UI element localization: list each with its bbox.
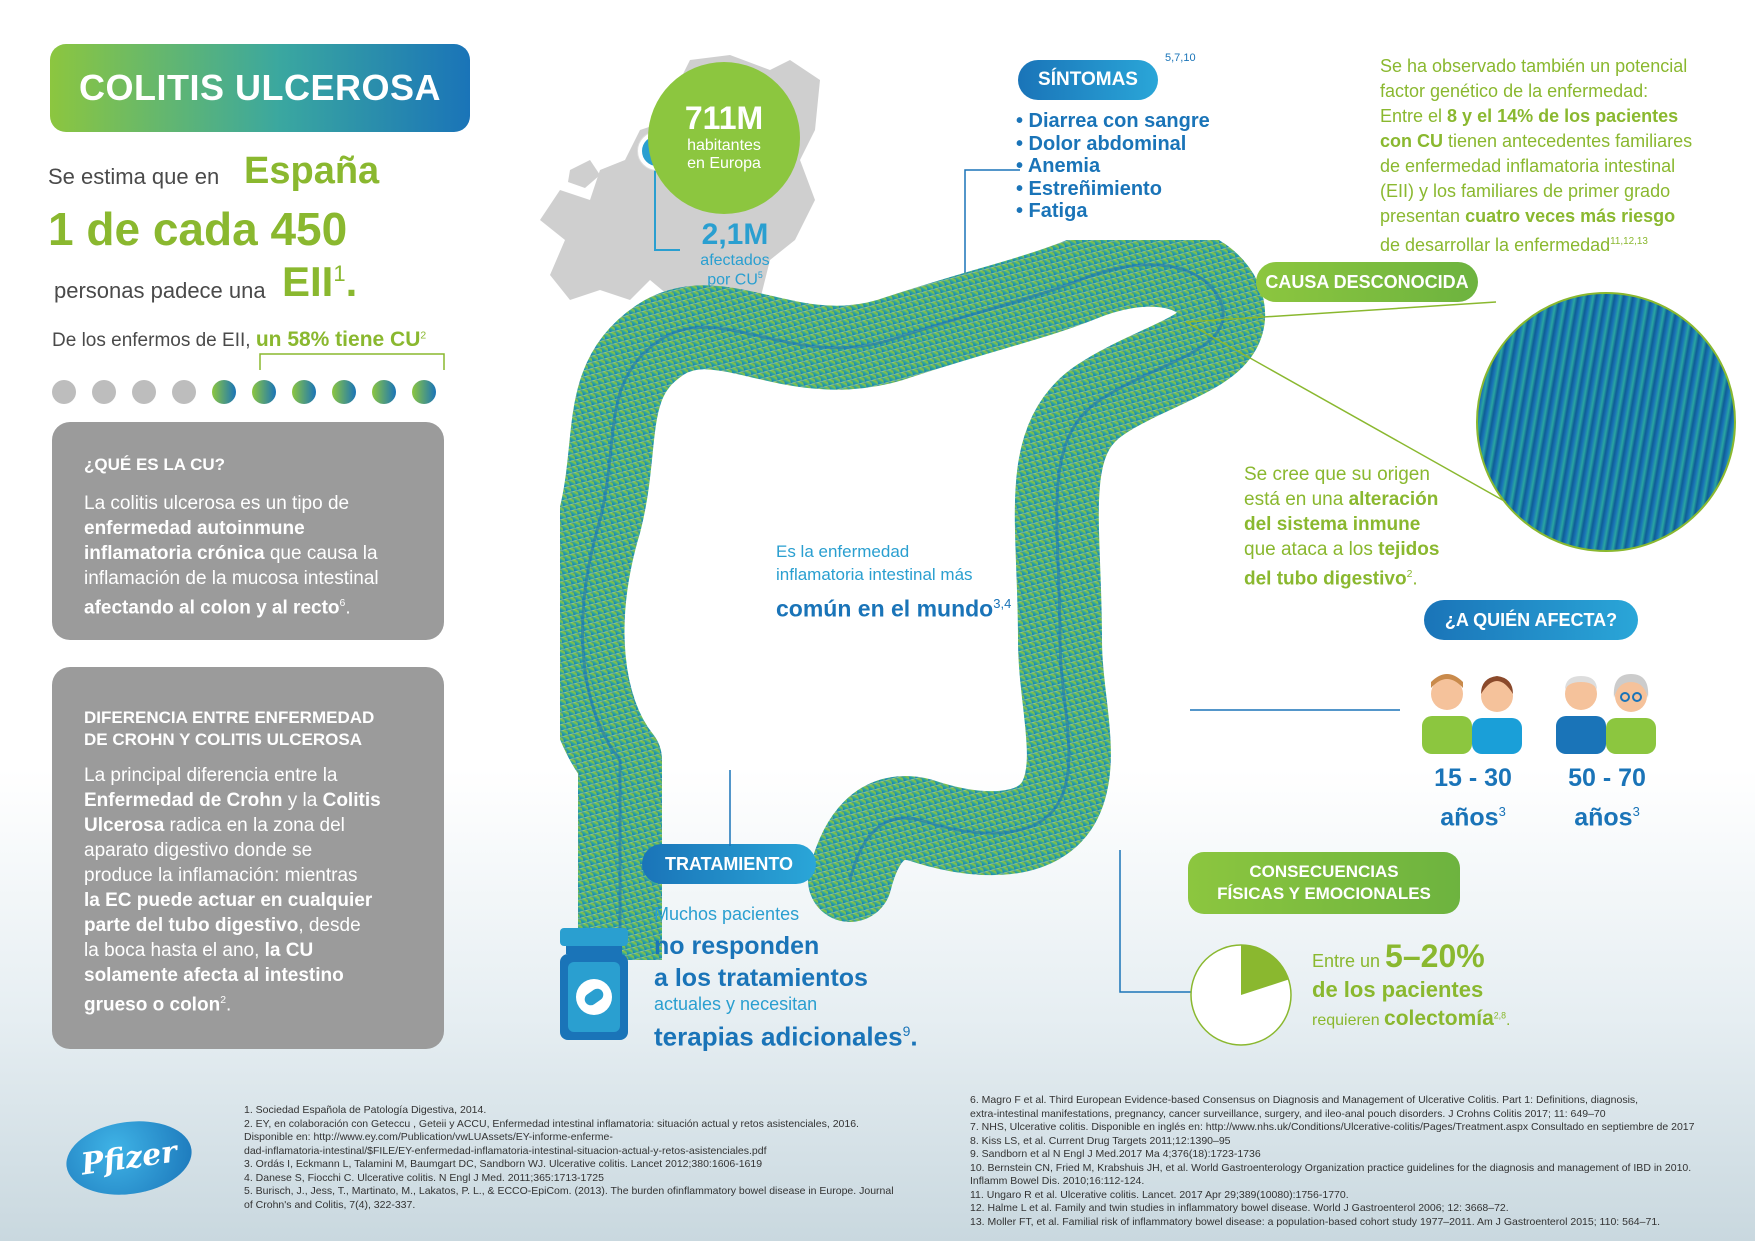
genetic-l1: Se ha observado también un potencial (1380, 56, 1688, 76)
person-dot (172, 380, 196, 404)
age-unit-older: años (1574, 803, 1633, 832)
person-dot-cu (372, 380, 396, 404)
dif-t5: produce la inflamación: mientras (84, 865, 358, 886)
dif-b5: parte del tubo digestivo (84, 915, 299, 936)
cu-share-sup: 2 (420, 330, 427, 342)
page-title: COLITIS ULCEROSA (78, 67, 441, 108)
tratamiento-text (654, 902, 918, 1054)
genetic-l7b: cuatro veces más riesgo (1465, 206, 1676, 226)
age-range-young: 15 - 30 (1434, 764, 1512, 792)
causa-l2b: alteración (1348, 489, 1439, 510)
intro-block (48, 150, 408, 308)
tratamiento-l1: Muchos pacientes (654, 904, 800, 924)
que-es-card (52, 422, 444, 640)
sintoma-item: • Diarrea con sangre (1016, 110, 1210, 132)
dif-t1: La principal diferencia entre la (84, 765, 338, 786)
que-es-b3: afectando al colon y al recto (84, 597, 340, 619)
reference-line: 5. Burisch, J., Jess, T., Martinato, M., Lakatos, P. L., & ECCO-EpiCom. (2013). The burden ofinflammatory bowel disease in Europe. Journal (244, 1185, 894, 1197)
age-sup-young: 3 (1498, 804, 1506, 819)
sintoma-item: • Fatiga (1016, 200, 1088, 222)
causa-l3: del sistema inmune (1244, 514, 1421, 535)
person-dot-cu (212, 380, 236, 404)
tratamiento-l5: terapias adicionales (654, 1021, 903, 1052)
dif-t7: la boca hasta el ano, (84, 940, 265, 961)
dif-t6: , desde (298, 915, 361, 936)
genetic-l7a: presentan (1380, 206, 1466, 226)
consecuencias-label2: FÍSICAS Y EMOCIONALES (1217, 884, 1431, 903)
person-dot-cu (292, 380, 316, 404)
diferencia-heading1: DIFERENCIA ENTRE ENFERMEDAD (84, 708, 375, 727)
que-es-b2: inflamatoria crónica (84, 543, 265, 564)
causa-sup: 2 (1406, 569, 1413, 580)
population-label2: en Europa (687, 155, 761, 172)
population-circle (648, 62, 800, 214)
age-group-older (1552, 762, 1662, 834)
dif-b2: Colitis (322, 790, 381, 811)
que-es-t3: inflamación de la mucosa intestinal (84, 568, 379, 589)
tratamiento-l3: a los tratamientos (654, 964, 868, 992)
reference-line: dad-inflamatoria-intestinal/$FILE/EY-enfermedad-inflamatoria-intestinal-situacion-actual-y-retos-asistenciales.pdf (244, 1144, 767, 1157)
reference-line: 9. Sandborn et al N Engl J Med.2017 Ma 4;376(18):1723-1736 (970, 1148, 1261, 1160)
age-unit-young: años (1440, 803, 1499, 832)
reference-line: of Crohn's and Colitis, 7(4), 322-337. (244, 1198, 416, 1211)
consecuencias-pill (1188, 852, 1460, 914)
intro-country: España (244, 150, 380, 192)
dif-t2: y la (282, 790, 323, 811)
reference-line: Disponible en: http://www.ey.com/Publication/vwLUAssets/EY-informe-enferme- (244, 1131, 613, 1143)
affected-sup: 5 (757, 270, 763, 280)
genetic-l4b: tienen antecedentes familiares (1443, 131, 1693, 151)
age-range-older: 50 - 70 (1568, 764, 1646, 792)
consecuencias-sup: 2,8 (1493, 1010, 1506, 1021)
que-es-t2: que causa la (264, 543, 378, 564)
genetic-l6: (EII) y los familiares de primer grado (1380, 181, 1671, 201)
intro-sup: 1 (333, 261, 346, 286)
comun-sup: 3,4 (993, 596, 1012, 611)
young-couple-icon (1420, 664, 1524, 754)
comun-l3: común en el mundo (776, 595, 994, 622)
pfizer-logo-text: Pfizer (78, 1133, 180, 1183)
references-left (244, 1104, 894, 1212)
consecuencias-label1: CONSECUENCIAS (1249, 862, 1399, 881)
intro-line1: Se estima que en (48, 164, 220, 189)
causa-l5: del tubo digestivo (1244, 568, 1407, 590)
reference-line: 11. Ungaro R et al. Ulcerative colitis. Lancet. 2017 Apr 29;389(10080):1756-1770. (970, 1188, 1349, 1201)
tratamiento-sup: 9 (902, 1023, 911, 1039)
consecuencias-end: . (1506, 1012, 1511, 1029)
sintomas-label: SÍNTOMAS (1038, 69, 1138, 90)
sintoma-item: • Dolor abdominal (1016, 132, 1187, 155)
causa-end: . (1412, 568, 1418, 590)
consecuencias-text (1312, 938, 1510, 1031)
population-value: 711M (684, 100, 764, 136)
affected-value: 2,1M (701, 218, 769, 251)
diferencia-card (52, 667, 444, 1049)
reference-line: Inflamm Bowel Dis. 2010;16:112-124. (970, 1175, 1145, 1187)
genetic-l2: factor genético de la enfermedad: (1380, 81, 1649, 101)
dif-b4: la EC puede actuar en cualquier (84, 890, 373, 911)
tratamiento-l4: actuales y necesitan (654, 994, 818, 1014)
people-dots (52, 380, 452, 410)
references-right (970, 1094, 1694, 1229)
dif-b8: grueso o colon (84, 994, 221, 1016)
tratamiento-l2: no responden (654, 932, 820, 960)
consecuencias-l3a: requieren (1312, 1012, 1385, 1029)
genetic-l3b: 8 y el 14% de los pacientes (1447, 106, 1679, 126)
cu-share-prefix: De los enfermos de EII, (52, 330, 251, 351)
que-es-heading: ¿QUÉ ES LA CU? (84, 455, 226, 474)
person-dot-cu (332, 380, 356, 404)
person-dot-cu (252, 380, 276, 404)
intro-ratio: 1 de cada 450 (48, 203, 348, 255)
tratamiento-connector (720, 770, 740, 850)
genetic-l8: de desarrollar la enfermedad (1380, 235, 1611, 255)
causa-text (1244, 462, 1439, 591)
que-es-sup: 6 (339, 598, 346, 609)
reference-line: 2. EY, en colaboración con Geteccu , Geteii y ACCU, Enfermedad intestinal inflamatoria: situación actual y retos asistenciales, 2016. (244, 1117, 859, 1130)
tratamiento-label: TRATAMIENTO (665, 853, 793, 874)
dif-t3: radica en la zona del (164, 815, 345, 836)
population-label1: habitantes (687, 137, 761, 154)
consecuencias-l1a: Entre un (1312, 951, 1386, 971)
que-es-end: . (345, 597, 351, 619)
quien-connector (1190, 700, 1410, 720)
genetic-l3a: Entre el (1380, 106, 1448, 126)
dif-end: . (226, 994, 232, 1016)
title-banner (50, 44, 470, 132)
diferencia-heading2: DE CROHN Y COLITIS ULCEROSA (84, 730, 363, 749)
intro-acronym: EII (282, 258, 334, 305)
consecuencias-l2: de los pacientes (1312, 977, 1484, 1002)
sintoma-item: • Anemia (1016, 155, 1101, 177)
intro-line3: personas padece una (54, 278, 266, 303)
reference-line: 7. NHS, Ulcerative colitis. Disponible en inglés en: http://www.nhs.uk/Conditions/Ulcerative-colitis/Pages/Treatment.aspx Consultado en septiembre de 2017 (970, 1121, 1695, 1133)
comun-l1: Es la enfermedad (776, 542, 910, 561)
older-couple-icon (1554, 664, 1658, 754)
person-dot (132, 380, 156, 404)
quien-pill (1424, 600, 1638, 640)
reference-line: 12. Halme L et al. Family and twin studies in inflammatory bowel disease. World J Gastroenterol 2006; 12: 3668–72. (970, 1202, 1509, 1214)
causa-l2a: está en una (1244, 489, 1349, 510)
causa-l1: Se cree que su origen (1244, 464, 1430, 485)
que-es-b1: enfermedad autoinmune (84, 518, 305, 539)
tratamiento-end: . (910, 1021, 918, 1052)
reference-line: extra-intestinal manifestations, pregnancy, cancer surveillance, surgery, and ileo-anal pouch disorders. J Crohns Colitis 2017; 11: 649–70 (970, 1107, 1606, 1120)
dif-b6: la CU (264, 940, 314, 961)
reference-line: 3. Ordás I, Eckmann L, Talamini M, Baumgart DC, Sandborn WJ. Ulcerative colitis. Lancet 2012;380:1606-1619 (244, 1158, 763, 1170)
reference-line: 1. Sociedad Española de Patología Digestiva, 2014. (244, 1104, 487, 1116)
causa-l4b: tejidos (1378, 539, 1440, 560)
causa-l4a: que ataca a los (1244, 539, 1379, 560)
age-group-young (1418, 762, 1528, 834)
reference-line: 13. Moller FT, et al. Familial risk of inflammatory bowel disease: a population-based cohort study 1977–2011. Am J Gastroenterol 2015; 110: 564–71. (970, 1215, 1661, 1228)
causa-label: CAUSA DESCONOCIDA (1265, 271, 1469, 292)
cu-share-highlight: un 58% tiene CU (255, 328, 421, 351)
genetic-text (1380, 54, 1692, 258)
sintoma-item: • Estreñimiento (1016, 177, 1162, 200)
consecuencias-l1b: 5–20% (1385, 938, 1485, 974)
genetic-l4a: con CU (1380, 131, 1443, 151)
consecuencias-l3b: colectomía (1384, 1007, 1494, 1030)
tratamiento-pill (642, 844, 816, 884)
que-es-t1: La colitis ulcerosa es un tipo de (84, 493, 350, 514)
affected-label1: afectados (700, 252, 770, 269)
reference-line: 10. Bernstein CN, Fried M, Krabshuis JH, et al. World Gastroenterology Organization practice guidelines for the diagnosis and management of IBD in 2010. (970, 1161, 1692, 1174)
pfizer-logo (62, 1114, 197, 1203)
genetic-l5: de enfermedad inflamatoria intestinal (1380, 156, 1676, 176)
comun-text (776, 540, 1011, 621)
sintomas-pill (1018, 60, 1158, 100)
genetic-sup: 11,12,13 (1610, 236, 1648, 247)
dif-t4: aparato digestivo donde se (84, 840, 313, 861)
reference-line: 8. Kiss LS, et al. Current Drug Targets 2011;12:1390–95 (970, 1134, 1231, 1147)
quien-label: ¿A QUIÉN AFECTA? (1444, 609, 1618, 630)
sintomas-sup: 5,7,10 (1165, 52, 1196, 64)
dif-sup: 2 (220, 995, 226, 1006)
dif-b3: Ulcerosa (84, 815, 165, 836)
sintomas-list (1016, 110, 1210, 223)
dif-b1: Enfermedad de Crohn (84, 790, 283, 811)
pill-bottle-icon (556, 926, 632, 1042)
person-dot-cu (412, 380, 436, 404)
comun-l2: inflamatoria intestinal más (776, 565, 973, 584)
reference-line: 6. Magro F et al. Third European Evidence-based Consensus on Diagnosis and Management of Ulcerative Colitis. Part 1: Definitions, diagnosis, (970, 1094, 1639, 1106)
cu-share-bracket (258, 348, 448, 372)
person-dot (92, 380, 116, 404)
affected-label2: por CU (707, 271, 758, 289)
colectomia-pie-chart (1186, 940, 1296, 1050)
intro-period: . (345, 258, 358, 305)
age-sup-older: 3 (1632, 804, 1640, 819)
reference-line: 4. Danese S, Fiocchi C. Ulcerative colitis. N Engl J Med. 2011;365:1713-1725 (244, 1171, 604, 1184)
person-dot (52, 380, 76, 404)
dif-b7: solamente afecta al intestino (84, 965, 344, 986)
